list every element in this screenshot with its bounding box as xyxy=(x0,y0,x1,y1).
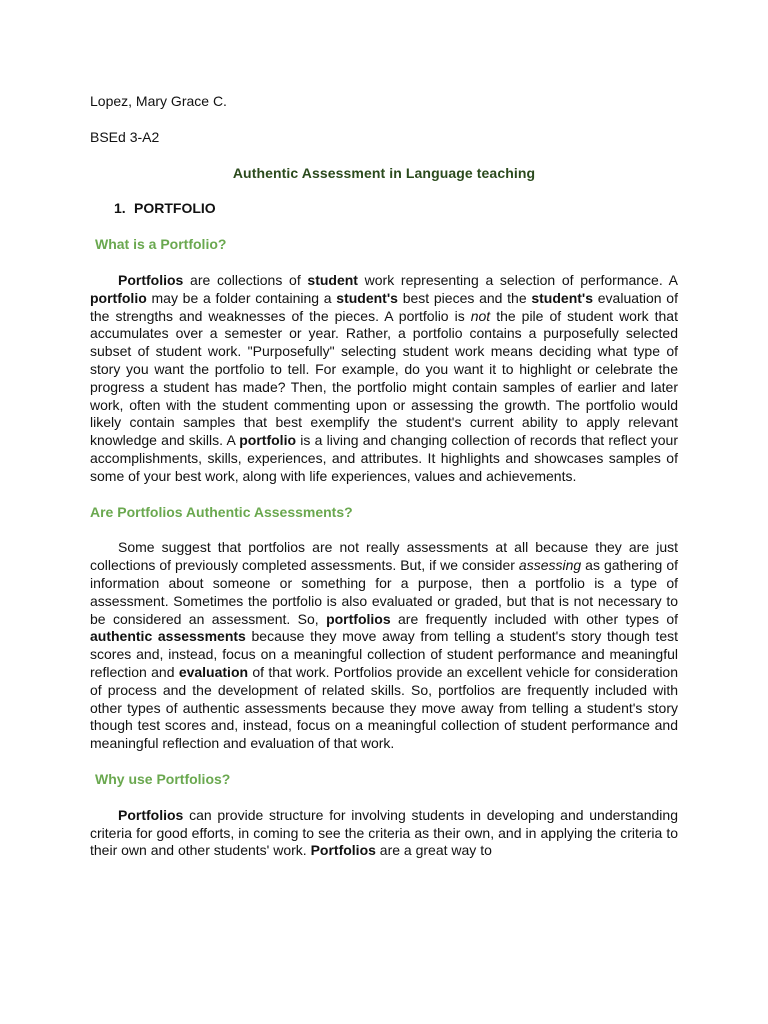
body-text: are a great way to xyxy=(375,842,492,859)
list-number: 1. xyxy=(114,200,126,217)
body-text: the pile of student work that accumulates over a semester or year. Rather, a portfolio contains a purposefully selected subset of student work. "Purposefully" selecting student work means deciding what type of story you want the portfolio to tell. For example, do you want it to highlight or celebrate the progress a student has made? Then, the portfolio might contain samples of earlier and later work, often with the student commenting upon or assessing the growth. The portfolio would likely contain samples that best exemplify the student's current ability to apply relevant knowledge and skills. A xyxy=(90,307,678,449)
bold-text: portfolios xyxy=(326,610,391,627)
body-text: work representing a selection of performance. A xyxy=(357,271,678,288)
body-text: is a living and changing collection of records that reflect your accomplishments, skills, experiences, and attributes. It highlights and showcases samples of some of your best work, along with life experiences, values and achievements. xyxy=(90,432,678,484)
numbered-heading-portfolio xyxy=(114,200,678,218)
heading-are-portfolios-authentic: Are Portfolios Authentic Assessments? xyxy=(90,503,353,520)
bold-text: student's xyxy=(336,289,398,306)
student-name: Lopez, Mary Grace C. xyxy=(90,93,227,109)
bold-text: evaluation xyxy=(178,663,249,680)
student-section: BSEd 3-A2 xyxy=(90,128,160,145)
body-text: are frequently included with other types of xyxy=(390,610,679,627)
paragraph-are-portfolios-authentic xyxy=(90,539,678,753)
document-title: Authentic Assessment in Language teaching xyxy=(232,164,536,181)
body-text: may be a folder containing a xyxy=(146,289,337,306)
bold-text: student xyxy=(307,271,358,288)
bold-text: Portfolios xyxy=(118,806,184,823)
bold-text: portfolio xyxy=(239,432,297,449)
bold-text: portfolio xyxy=(90,289,147,306)
body-text: can provide structure for involving students in developing and understanding criteria for good efforts, in coming to see the criteria as their own, and in applying the criteria to their own and other students' work. xyxy=(90,806,678,859)
body-text: of that work. Portfolios provide an excellent vehicle for consideration of process and the development of related skills. So, portfolios are frequently included with other types of authentic assessments because they move away from telling a student's story though test scores and, instead, focus on a meaningful collection of student performance and meaningful reflection and evaluation of that work. xyxy=(90,663,679,752)
body-text: evaluation of the strengths and weaknesses of the pieces. A portfolio is xyxy=(90,289,678,324)
body-text: are collections of xyxy=(183,271,308,288)
italic-text: not xyxy=(470,307,491,324)
body-text: Some suggest that portfolios are not really assessments at all because they are just collections of previously completed assessments. But, if we consider xyxy=(90,539,678,574)
paragraph-why-use-portfolios xyxy=(90,807,678,860)
bold-text: student's xyxy=(531,289,594,306)
bold-text: Portfolios xyxy=(310,842,376,859)
italic-text: assessing xyxy=(518,557,582,574)
body-text: as gathering of information about someone or something for a purpose, then a portfolio is a type of assessment. Sometimes the portfolio is also evaluated or graded, but that is not necessary to be considered an assessment. So, xyxy=(90,557,678,627)
heading-why-use-portfolios: Why use Portfolios? xyxy=(95,770,231,787)
body-text: best pieces and the xyxy=(397,289,532,306)
bold-text: authentic assessments xyxy=(90,628,246,645)
list-label: PORTFOLIO xyxy=(134,200,216,217)
bold-text: Portfolios xyxy=(118,271,184,288)
heading-what-is-portfolio: What is a Portfolio? xyxy=(95,236,227,253)
body-text: because they move away from telling a student's story though test scores and, instead, focus on a meaningful collection of student performance and meaningful reflection and xyxy=(90,628,679,680)
paragraph-what-is-portfolio xyxy=(90,272,678,486)
